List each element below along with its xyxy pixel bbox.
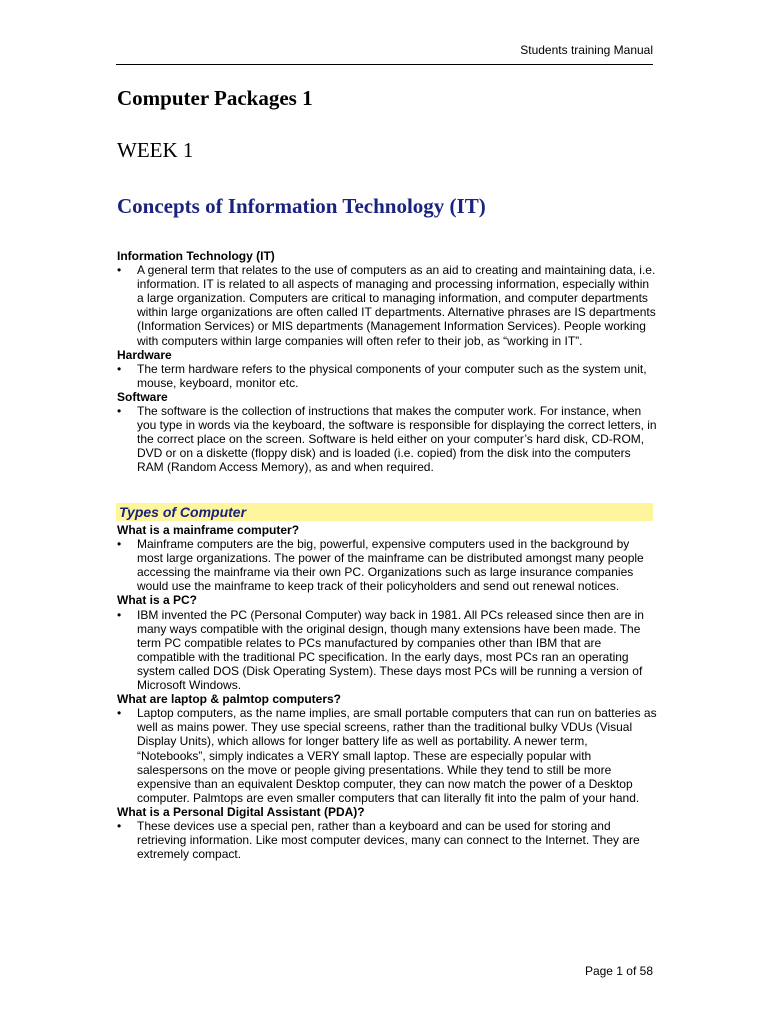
document-title: Computer Packages 1 [117,86,313,110]
header-rule [116,64,653,65]
page-number: Page 1 of 58 [584,964,653,978]
bullet-icon: • [117,537,122,552]
bullet-icon: • [117,361,122,376]
subheading: What is a Personal Digital Assistant (PDA)? [117,804,365,819]
week-heading: WEEK 1 [117,138,194,162]
bullet-item [117,537,657,593]
subheading: What is a mainframe computer? [117,523,300,537]
bullet-text: The term hardware refers to the physical components of your computer such as the system unit, mouse, keyboard, monitor etc. [137,361,647,390]
subheading: Information Technology (IT) [117,249,275,263]
bullet-text: The software is the collection of instructions that makes the computer work. For instance, when you type in words via the keyboard, the software is responsible for displaying the correct letters, in the correct place on the screen. Software is held either on your computer’s hard disk, CD-ROM, DVD or on a diskette (floppy disk) and is loaded (i.e. copied) from the disk into the computers RAM (Random Access Memory), as and when required. [137,404,657,475]
bullet-item [117,362,657,390]
subheading: Software [117,389,168,404]
bullet-text: Mainframe computers are the big, powerful, expensive computers used in the background by most large organizations. The power of the mainframe can be distributed amongst many people accessing the mainframe via their own PC. Organizations such as large insurance companies would use the mainframe to keep track of their policyholders and send out renewal notices. [137,537,644,594]
bullet-text: Laptop computers, as the name implies, are small portable computers that can run on batteries as well as mains power. They use special screens, rather than the traditional bulky VDUs (Visual Display Units), which allows for longer battery life as well as portability. A newer term, “Notebooks”, simply indicates a VERY small laptop. These are especially popular with salespersons on the move or people giving presentations. While they tend to still be more expensive than an equivalent Desktop computer, they can now match the power of a Desktop computer. Palmtops are even smaller computers that can literally fit into the palm of your hand. [137,706,657,805]
section-title: Concepts of Information Technology (IT) [117,194,486,218]
it-section [117,249,657,475]
bullet-text: A general term that relates to the use of computers as an aid to creating and maintaining data, i.e. information. IT is related to all aspects of managing and processing information, especially within a large organization. Computers are critical to managing information, and computer departments within large organizations are often called IT departments. Alternative phrases are IS departments (Information Services) or MIS departments (Management Information Services). People working with computers within large companies will often refer to their job, as “working in IT”. [137,263,656,348]
subheading: What are laptop & palmtop computers? [117,692,342,707]
bullet-item [117,819,657,861]
subheading: What is a PC? [117,593,198,608]
bullet-text: IBM invented the PC (Personal Computer) way back in 1981. All PCs released since then are in many ways compatible with the original design, though many extensions have been made. The term PC compatible relates to PCs manufactured by companies other than IBM that are compatible with the traditional PC specification. In the early days, most PCs ran an operating system called DOS (Disk Operating System). These days most PCs will be running a version of Microsoft Windows. [137,607,644,693]
subheading: Hardware [117,347,172,362]
bullet-icon: • [117,706,122,721]
bullet-icon: • [117,607,122,622]
bullet-item [117,404,657,474]
types-section [117,523,657,861]
types-heading: Types of Computer [119,504,247,520]
bullet-icon: • [117,263,122,278]
bullet-text: These devices use a special pen, rather than a keyboard and can be used for storing and retrieving information. Like most computer devices, many can connect to the Internet. They are extremely compact. [137,818,640,862]
types-heading-bar [116,503,653,521]
running-header: Students training Manual [520,43,653,57]
bullet-item [117,706,657,805]
bullet-item [117,263,657,348]
bullet-item [117,608,657,693]
bullet-icon: • [117,818,122,833]
bullet-icon: • [117,404,122,419]
